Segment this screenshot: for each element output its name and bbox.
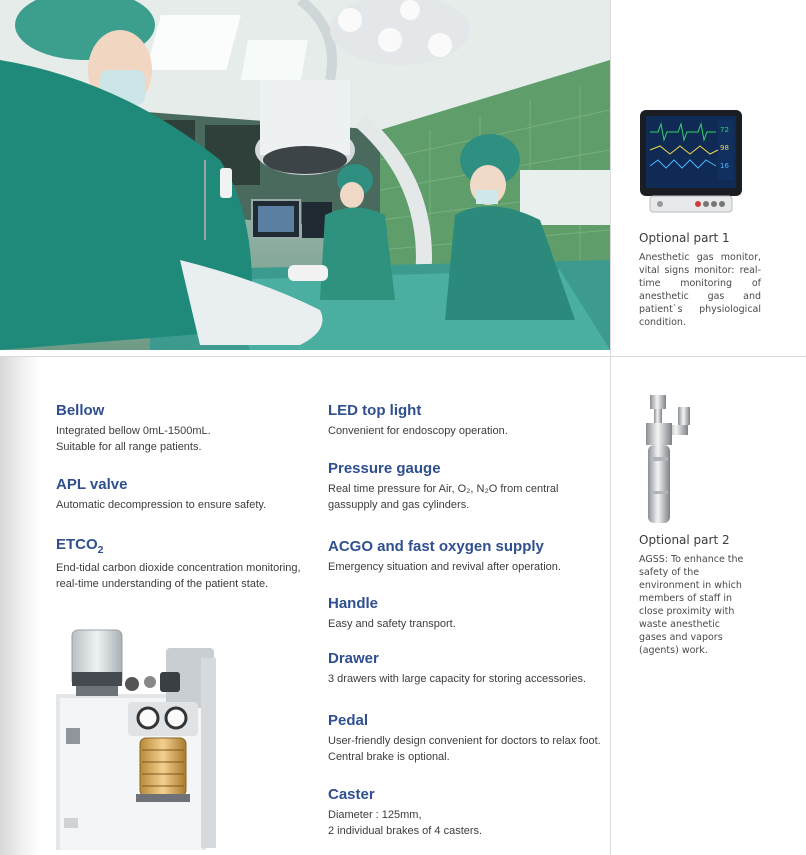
optional-part-1: [639, 231, 761, 329]
feature-title: ACGO and fast oxygen supply: [328, 538, 544, 555]
optional-part-2-text: AGSS: To enhance the safety of the environment in which members of staff in close proximity with waste anesthetic gases and vapors (agents) work.: [639, 554, 744, 656]
feature-title: [56, 536, 316, 556]
svg-text:72: 72: [720, 126, 729, 134]
feature-pressure-gauge: [328, 460, 610, 513]
optional-part-2-title: Optional part 2: [639, 533, 730, 547]
feature-line: Automatic decompression to ensure safety.: [56, 499, 267, 511]
feature-line: Convenient for endoscopy operation.: [328, 425, 508, 437]
feature-line: Emergency situation and revival after operation.: [328, 561, 561, 573]
svg-text:16: 16: [720, 162, 729, 170]
feature-line: real-time understanding of the patient state.: [56, 578, 269, 590]
svg-text:98: 98: [720, 144, 729, 152]
optional-part-2: [639, 533, 749, 657]
feature-line: 2 individual brakes of 4 casters.: [328, 825, 483, 837]
feature-caster: [328, 786, 610, 839]
feature-apl-valve: [56, 476, 316, 513]
feature-line: Integrated bellow 0mL-1500mL.: [56, 425, 211, 437]
feature-drawer: [328, 650, 610, 687]
feature-title: LED top light: [328, 402, 422, 419]
patient-monitor-image: [638, 110, 744, 219]
feature-title: Pedal: [328, 712, 369, 729]
optional-part-1-title: Optional part 1: [639, 231, 730, 245]
agss-device-image: [640, 395, 700, 532]
feature-line: Diameter : 125mm,: [328, 809, 422, 821]
feature-line: Easy and safety transport.: [328, 618, 456, 630]
feature-line: User-friendly design convenient for doctors to relax foot.: [328, 735, 601, 747]
feature-pedal: [328, 712, 610, 765]
feature-title: Drawer: [328, 650, 379, 667]
feature-title: Pressure gauge: [328, 460, 441, 477]
feature-led-top-light: [328, 402, 610, 439]
feature-title: APL valve: [56, 476, 128, 493]
left-shade: [0, 357, 40, 855]
feature-line: Suitable for all range patients.: [56, 441, 202, 453]
feature-title: Caster: [328, 786, 375, 803]
feature-line: End-tidal carbon dioxide concentration monitoring,: [56, 562, 301, 574]
feature-line: gassupply and gas cylinders.: [328, 499, 470, 511]
feature-line: 3 drawers with large capacity for storing accessories.: [328, 673, 586, 685]
vertical-divider: [610, 0, 611, 855]
feature-line: Central brake is optional.: [328, 751, 450, 763]
feature-title: Handle: [328, 595, 379, 612]
feature-title: Bellow: [56, 402, 105, 419]
feature-title-subscript: 2: [97, 544, 104, 556]
optional-part-1-text: Anesthetic gas monitor, vital signs monitor: real-time monitoring of anesthetic gas and patient`s physiological condition.: [639, 252, 761, 328]
anesthesia-machine-image: [56, 628, 216, 855]
feature-etco2: [56, 536, 316, 592]
feature-bellow: [56, 402, 316, 455]
feature-handle: [328, 595, 610, 632]
feature-line: Real time pressure for Air, O₂, N₂O from central: [328, 483, 559, 495]
feature-acgo-fast-oxygen: [328, 538, 610, 575]
horizontal-divider: [0, 356, 806, 357]
feature-title-main: ETCO: [56, 536, 98, 553]
operating-room-photo: [0, 0, 610, 350]
